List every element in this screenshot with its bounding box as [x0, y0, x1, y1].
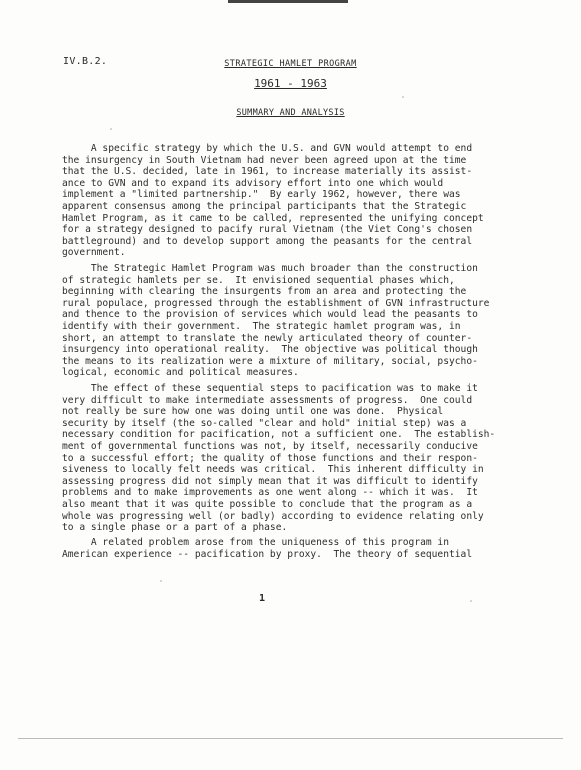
- text-line: beginning with clearing the insurgents from an area and protecting the: [62, 286, 467, 298]
- text-line: rural populace, progressed through the establishment of GVN infrastructure: [62, 297, 490, 309]
- text-line: implement a "limited partnership." By early 1962, however, there was: [62, 189, 461, 201]
- document-code: IV.B.2.: [63, 56, 108, 67]
- text-line: A related problem arose from the uniqueness of this program in: [62, 537, 449, 548]
- scan-speck: [160, 580, 162, 582]
- text-line: also meant that it was quite possible to conclude that the program as a: [62, 498, 473, 510]
- text-line: whole was progressing well (or badly) according to evidence relating only: [62, 510, 484, 522]
- text-line: The effect of these sequential steps to pacification was to make it: [62, 383, 478, 394]
- text-line: the means to its realization were a mixture of military, social, psycho-: [62, 355, 478, 367]
- text-line: necessary condition for pacification, not a sufficient one. The establish-: [62, 429, 496, 441]
- text-line: identify with their government. The strategic hamlet program was, in: [62, 320, 461, 332]
- text-line: siveness to locally felt needs was critical. This inherent difficulty in: [62, 464, 484, 476]
- text-line: to a successful effort; the quality of those functions and their respon-: [62, 452, 478, 464]
- top-edge-rule: [228, 0, 348, 3]
- scan-speck: [110, 128, 112, 130]
- text-line: A specific strategy by which the U.S. and GVN would attempt to end: [62, 143, 473, 154]
- paragraph-1: [62, 143, 542, 259]
- text-line: short, an attempt to translate the newly articulated theory of counter-: [62, 332, 473, 344]
- document-date-range-text: 1961 - 1963: [254, 77, 327, 90]
- paragraph-4: [62, 537, 542, 560]
- text-line: for a strategy designed to pacify rural Vietnam (the Viet Cong's chosen: [62, 224, 473, 236]
- text-line: American experience -- pacification by proxy. The theory of sequential: [62, 548, 473, 560]
- text-line: battleground) and to develop support among the peasants for the central: [62, 235, 473, 247]
- text-line: that the U.S. decided, late in 1961, to increase materially its assist-: [62, 166, 473, 178]
- text-line: problems and to make improvements as one went along -- which it was. It: [62, 487, 478, 499]
- text-line: logical, economic and political measures.: [62, 367, 299, 379]
- text-line: very difficult to make intermediate assessments of progress. One could: [62, 394, 473, 406]
- text-line: and thence to the provision of services which would lead the peasants to: [62, 309, 478, 321]
- text-line: assessing progress did not simply mean that it was difficult to identify: [62, 475, 478, 487]
- bottom-edge-rule: [18, 738, 563, 739]
- text-line: government.: [62, 247, 126, 259]
- scan-speck: [402, 96, 404, 98]
- page-number: 1: [259, 593, 266, 604]
- text-line: of strategic hamlets per se. It envisioned sequential phases which,: [62, 274, 455, 286]
- document-title: [0, 59, 581, 69]
- text-line: the insurgency in South Vietnam had never been agreed upon at the time: [62, 154, 467, 166]
- text-line: ance to GVN and to expand its advisory effort into one which would: [62, 177, 444, 189]
- text-line: The Strategic Hamlet Program was much broader than the construction: [62, 263, 478, 274]
- text-line: apparent consensus among the principal participants that the Strategic: [62, 200, 467, 212]
- document-subtitle-text: SUMMARY AND ANALYSIS: [236, 108, 345, 118]
- text-line: insurgency into operational reality. The objective was political though: [62, 344, 478, 356]
- paragraph-2: [62, 263, 542, 379]
- document-date-range: [0, 77, 581, 90]
- text-line: ment of governmental functions was not, by itself, necessarily conducive: [62, 440, 478, 452]
- text-line: Hamlet Program, as it came to be called, represented the unifying concept: [62, 212, 484, 224]
- text-line: security by itself (the so-called "clear and hold" initial step) was a: [62, 417, 467, 429]
- scan-speck: [470, 600, 472, 602]
- text-line: not really be sure how one was doing until one was done. Physical: [62, 406, 444, 418]
- document-title-text: STRATEGIC HAMLET PROGRAM: [224, 59, 357, 69]
- text-line: to a single phase or a part of a phase.: [62, 522, 288, 534]
- document-subtitle: [0, 108, 581, 118]
- paragraph-3: [62, 383, 542, 534]
